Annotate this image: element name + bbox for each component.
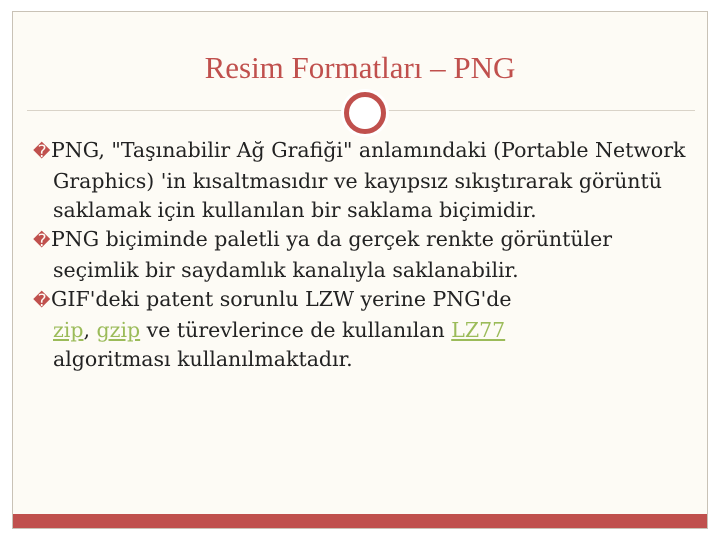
bullet-text: PNG, "Taşınabilir Ağ Grafiği" anlamındaki (Portable Network Graphics) 'in kısaltmasıdır ve kayıpsız sıkıştırarak görüntü saklamak için kullanılan bir saklama biçimidir. — [51, 138, 686, 222]
bullet-item-3 — [33, 285, 523, 374]
bullet-marker-icon: � — [33, 291, 51, 311]
bullet-item-1 — [33, 136, 703, 225]
circle-ornament-icon — [344, 92, 386, 134]
bullet-text: PNG biçiminde paletli ya da gerçek renkte görüntüler seçimlik bir saydamlık kanalıyla saklanabilir. — [51, 227, 613, 282]
bottom-accent-bar — [13, 514, 707, 528]
link-zip[interactable]: zip — [53, 318, 84, 342]
bullet-list — [33, 136, 703, 374]
bullet-text-part: , — [83, 318, 97, 342]
bullet-marker-icon: � — [33, 231, 51, 251]
bullet-text-part: ve türevlerince de kullanılan — [140, 318, 452, 342]
bullet-marker-icon: � — [33, 142, 51, 162]
slide-frame — [12, 11, 708, 529]
bullet-item-2 — [33, 225, 703, 285]
bullet-text-part: algoritması kullanılmaktadır. — [53, 347, 353, 371]
slide-title: Resim Formatları – PNG — [204, 50, 516, 85]
bullet-text-part: GIF'deki patent sorunlu LZW yerine PNG'de — [51, 287, 512, 311]
link-gzip[interactable]: gzip — [96, 318, 141, 342]
link-lz77[interactable]: LZ77 — [451, 318, 506, 342]
